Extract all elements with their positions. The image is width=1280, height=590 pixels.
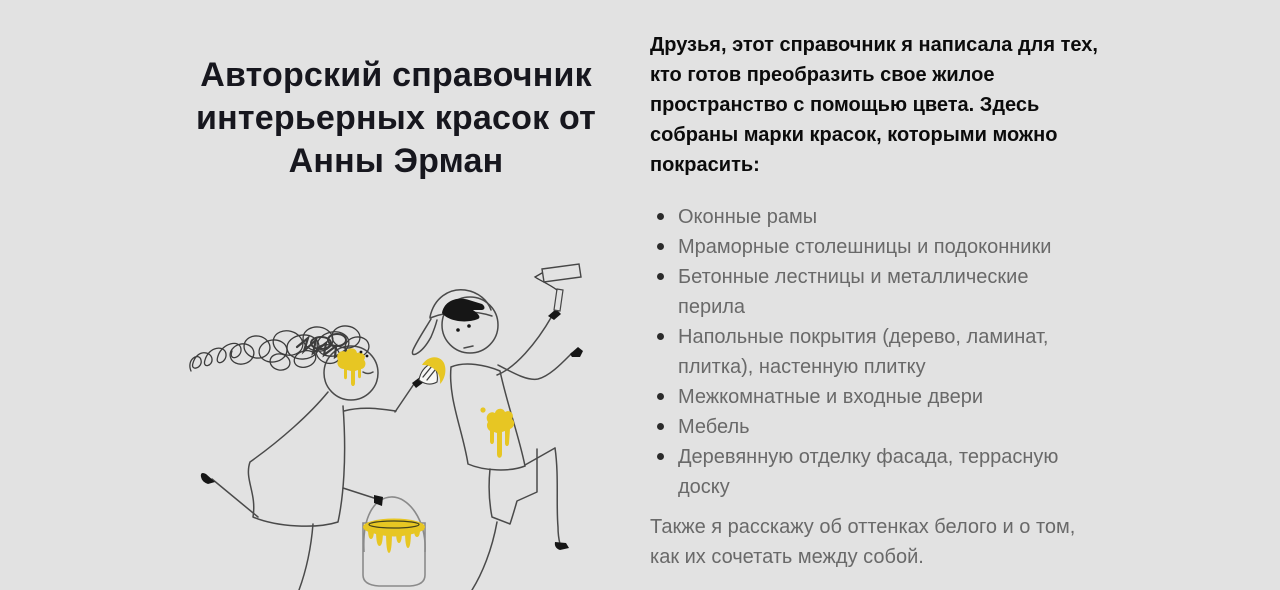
- list-item: Мраморные столешницы и подоконники: [650, 232, 1090, 262]
- list-item: Деревянную отделку фасада, террасную доску: [650, 442, 1090, 502]
- bucket-string: [343, 488, 377, 499]
- page-title: Авторский справочник интерьерных красок от Анны Эрман: [196, 56, 596, 180]
- boy-lifted-leg: [555, 448, 560, 544]
- list-item: Мебель: [650, 412, 1090, 442]
- list-item: Межкомнатные и входные двери: [650, 382, 1090, 412]
- outro-paragraph: Также я расскажу об оттенках белого и о том, как их сочетать между собой.: [650, 516, 1076, 568]
- list-item: Бетонные лестницы и металлические перила: [650, 262, 1090, 322]
- boy-back-arm: [498, 353, 572, 379]
- boy-back-hand-icon: [570, 347, 583, 357]
- intro-paragraph: Друзья, этот справочник я написала для тех, кто готов преобразить свое жилое пространство с помощью цвета. Здесь собраны марки красок, которыми можно покрасить:: [650, 34, 1098, 176]
- boy-roller-arm: [497, 316, 552, 375]
- list-item: Напольные покрытия (дерево, ламинат, плитка), настенную плитку: [650, 322, 1090, 382]
- two-painters-illustration: [185, 258, 625, 590]
- hero-column: [166, 0, 626, 183]
- boy-front-leg: [472, 522, 497, 590]
- girl-back-leg: [212, 479, 258, 517]
- girl-shoe-icon: [201, 473, 215, 484]
- paint-roller: [535, 264, 581, 311]
- girl-arm: [344, 408, 396, 411]
- boy-eye: [467, 324, 471, 328]
- paint-targets-list: [650, 202, 1090, 502]
- content-column: [650, 0, 1102, 572]
- boy-painter: [412, 290, 583, 590]
- paint-bucket: [363, 495, 425, 586]
- boy-back-foot-icon: [555, 542, 569, 550]
- paint-brush: [395, 357, 445, 412]
- girl-dress: [248, 392, 344, 526]
- girl-eye: [360, 351, 363, 354]
- girl-eye: [366, 355, 369, 358]
- boy-eye: [456, 328, 460, 332]
- list-item: Оконные рамы: [650, 202, 1090, 232]
- girl-front-leg: [299, 524, 313, 590]
